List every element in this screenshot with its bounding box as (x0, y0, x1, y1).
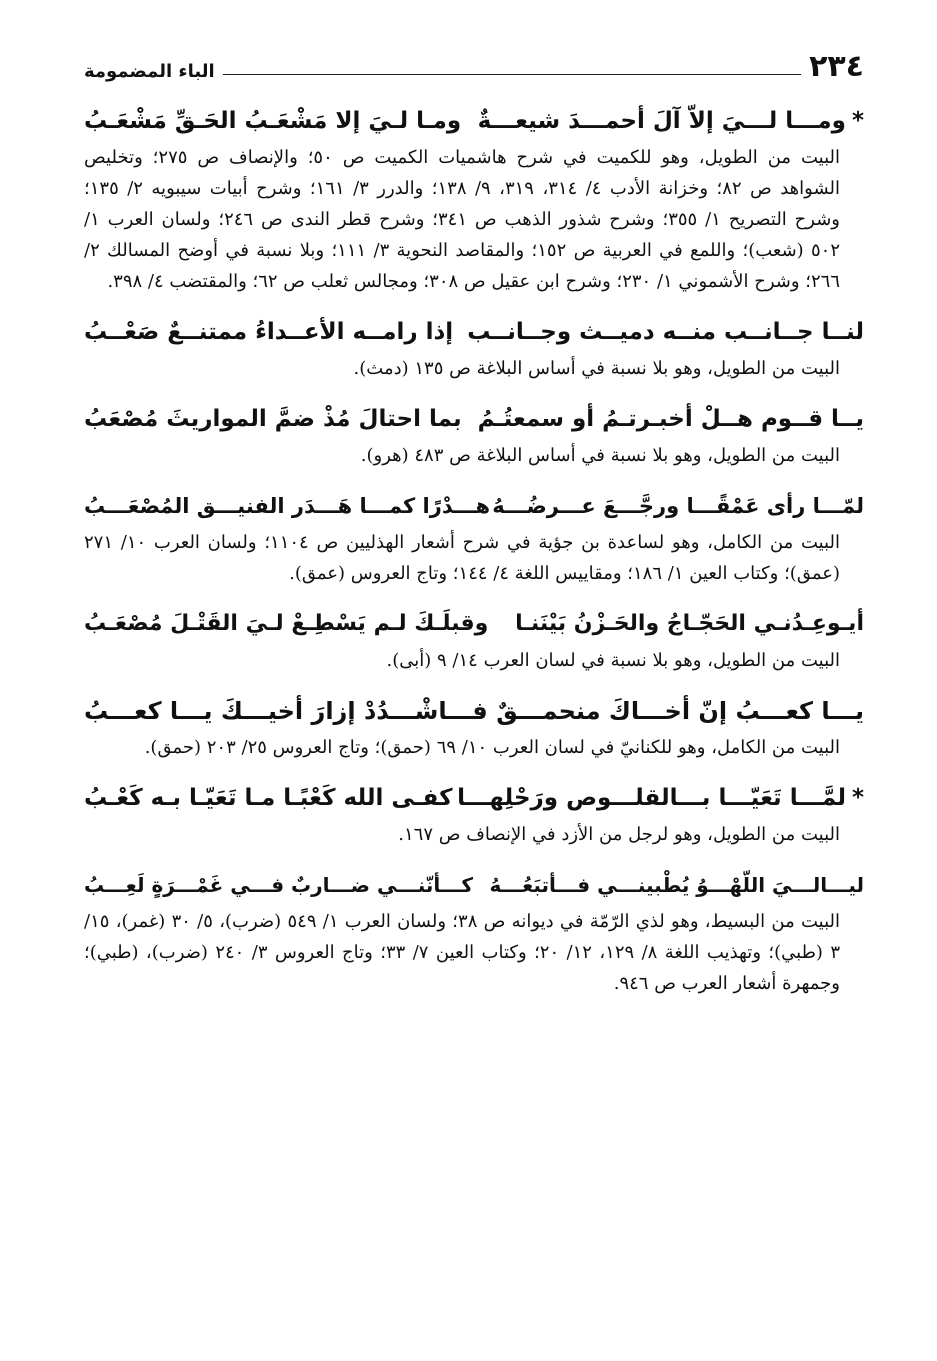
first-hemistich: لنــا جــانــب منــه دميــث وجــانــب (467, 319, 864, 345)
page-header (84, 42, 864, 82)
verse-entry (84, 311, 864, 384)
second-hemistich: كـــأنّنـــي ضـــاربٌ فـــي غَمْـــرَةٍ لَعِـــبُ (84, 873, 474, 897)
verse-commentary: البيت من البسيط، وهو لذي الرّمّة في ديوانه ص ٣٨؛ ولسان العرب ١/ ٥٤٩ (ضرب)، ٥/ ٣٠ (غمر)، ١٥/ ٣ (طبي)؛ وتهذيب اللغة ٨/ ١٢٩، ١٢/ ٢٠؛ وكتاب العين ٧/ ٣٣؛ وتاج العروس ٣/ ٢٤٠ (ضرب)، (طبي)؛ وجمهرة أشعار العرب ص ٩٤٦. (84, 911, 841, 994)
verse-entry (84, 690, 864, 763)
verse-entry (84, 603, 864, 676)
verse-line (84, 398, 864, 440)
verse-entry (84, 777, 864, 850)
first-hemistich: أيـوعِـدُنـي الحَجّـاجُ والحَـزْنُ بَيْنَنـا (515, 611, 864, 636)
verse-entry (84, 398, 864, 471)
verse-entry (84, 485, 864, 589)
verse-commentary: البيت من الكامل، وهو لساعدة بن جؤية في شرح أشعار الهذليين ص ١١٠٤؛ ولسان العرب ١٠/ ٢٧١ (عمق)؛ وكتاب العين ١/ ١٨٦؛ ومقاييس اللغة ٤/ ١٤٤؛ وتاج العروس (عمق). (84, 532, 840, 584)
verse-line (84, 100, 864, 142)
second-hemistich: كفـى الله كَعْبًـا مـا تَعَيّـا بـه كَعْـبُ (84, 785, 453, 811)
second-hemistich: إذا رامــه الأعــداءُ ممتنــعٌ صَعْــبُ (84, 319, 454, 345)
first-hemistich (457, 778, 864, 818)
verse-commentary: البيت من الطويل، وهو للكميت في شرح هاشميات الكميت ص ٥٠؛ والإنصاف ص ٢٧٥؛ وتخليص الشواهد ص ٨٢؛ وخزانة الأدب ٤/ ٣١٤، ٣١٩، ٩/ ١٣٨؛ والدرر ٣/ ١٦١؛ وشرح أبيات سيبويه ٢/ ١٣٥؛ وشرح التصريح ١/ ٣٥٥؛ وشرح شذور الذهب ص ٣٤١؛ وشرح قطر الندى ص ٢٤٦؛ ولسان العرب ١/ ٥٠٢ (شعب)؛ واللمع في العربية ص ١٥٢؛ والمقاصد النحوية ٣/ ١١١؛ وبلا نسبة في أوضح المسالك ٢/ ٢٦٦؛ وشرح الأشموني ١/ ٢٣٠؛ وشرح ابن عقيل ص ٣٠٨؛ ومجالس ثعلب ص ٦٢؛ والمقتضب ٤/ ٣٩٨. (84, 147, 841, 292)
verse-entry (84, 100, 864, 297)
verse-entry (84, 864, 864, 999)
second-hemistich: وقبلَـكَ لـم يَسْطِـعْ لـيَ القَتْـلَ مُصْعَـبُ (84, 611, 489, 636)
first-hemistich: يــا قــوم هــلْ أخبـرتـمُ أو سمعتُـمُ (477, 406, 864, 432)
first-hemistich: لمّـــا رأى عَمْقًـــا ورجَّـــعَ عـــرضُـــهُ (492, 494, 864, 518)
page-number: ٢٣٤ (809, 49, 864, 84)
verse-line (84, 690, 864, 732)
first-hemistich-text: لمَّـــا تَعَيّـــا بـــالقلـــوص ورَحْلِهـــا (457, 785, 846, 811)
verse-commentary: البيت من الطويل، وهو بلا نسبة في أساس البلاغة ص ١٣٥ (دمث). (353, 358, 840, 379)
star-marker: * (851, 785, 864, 811)
header-rule (223, 74, 801, 75)
verse-commentary: البيت من الطويل، وهو لرجل من الأزد في الإنصاف ص ١٦٧. (398, 824, 840, 845)
verse-line (84, 311, 864, 353)
book-page (84, 42, 864, 1013)
verse-commentary: البيت من الطويل، وهو بلا نسبة في لسان العرب ١٤/ ٩ (أبى). (386, 650, 840, 671)
verse-line (84, 777, 864, 819)
second-hemistich: هـــدْرًا كمـــا هَـــدَر الفنيـــق المُصْعَـــبُ (84, 494, 491, 518)
verse-line (84, 603, 864, 645)
verse-commentary: البيت من الكامل، وهو للكنانيّ في لسان العرب ١٠/ ٦٩ (حمق)؛ وتاج العروس ٢٥/ ٢٠٣ (حمق). (144, 737, 840, 758)
second-hemistich: ومـا لـيَ إلا مَشْعَـبُ الحَـقِّ مَشْعَـبُ (84, 108, 462, 134)
first-hemistich (478, 101, 864, 141)
first-hemistich: ليـــالـــيَ اللّهْـــوُ يُطْبينـــي فـــأتبَعُـــهُ (489, 873, 864, 897)
second-hemistich: فـــاشْـــدُدْ إزارَ أخيـــكَ يـــا كعـــبُ (84, 697, 488, 725)
verse-line (84, 864, 864, 906)
verse-commentary: البيت من الطويل، وهو بلا نسبة في أساس البلاغة ص ٤٨٣ (هرو). (360, 445, 840, 466)
section-title: الباء المضمومة (84, 61, 215, 82)
star-marker: * (851, 108, 864, 134)
first-hemistich-text: ومـــا لـــيَ إلاّ آلَ أحمـــدَ شيعـــةٌ (477, 108, 846, 134)
first-hemistich: يـــا كعـــبُ إنّ أخـــاكَ منحمـــقٌ (496, 697, 864, 725)
verse-line (84, 485, 864, 527)
second-hemistich: بما احتالَ مُذْ ضمَّ المواريثَ مُصْعَبُ (84, 406, 462, 432)
